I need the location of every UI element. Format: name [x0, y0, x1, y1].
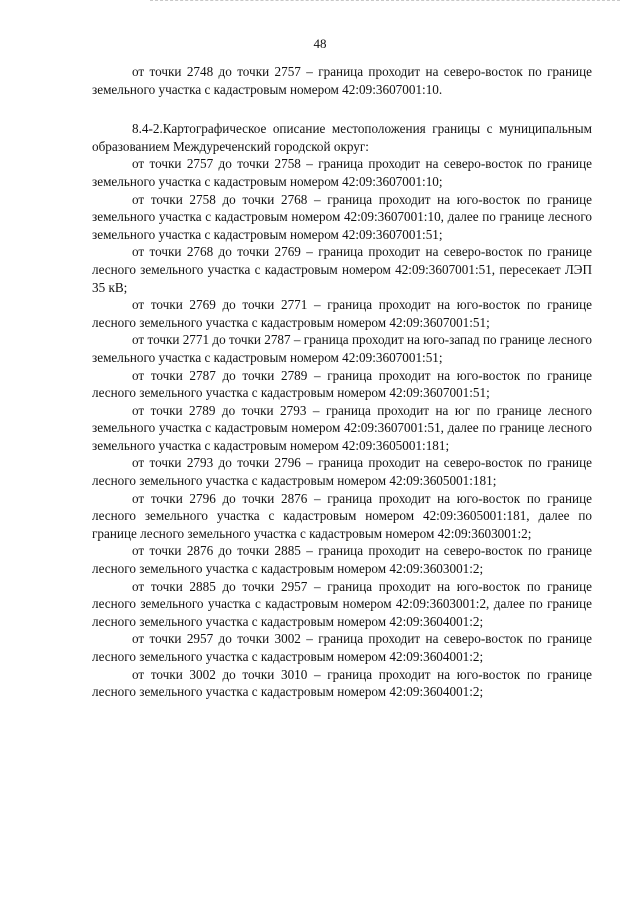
boundary-paragraph: от точки 2789 до точки 2793 – граница проходит на юг по границе лесного земельного участка с кадастровым номером 42:09:3607001:51, далее по границе лесного земельного участка с кадастровым номером 42:09:3605001:181; [92, 402, 592, 453]
document-body [92, 63, 592, 701]
boundary-paragraph: от точки 2787 до точки 2789 – граница проходит на юго-восток по границе лесного земельного участка с кадастровым номером 42:09:3607001:51; [92, 367, 592, 401]
section-heading [92, 120, 592, 155]
boundary-paragraph: от точки 2793 до точки 2796 – граница проходит на северо-восток по границе лесного земельного участка с кадастровым номером 42:09:3605001:181; [92, 455, 592, 489]
page-number: 48 [313, 36, 327, 51]
boundary-description-list [92, 155, 592, 700]
boundary-paragraph: от точки 2771 до точки 2787 – граница проходит на юго-запад по границе лесного земельного участка с кадастровым номером 42:09:3607001:51; [92, 332, 593, 365]
boundary-paragraph: от точки 2758 до точки 2768 – граница проходит на юго-восток по границе земельного участка с кадастровым номером 42:09:3607001:10, далее по границе лесного земельного участка с кадастровым номером 42:09:3607001:51; [92, 191, 592, 242]
boundary-paragraph: от точки 2876 до точки 2885 – граница проходит на северо-восток по границе лесного земельного участка с кадастровым номером 42:09:3603001:2; [92, 543, 592, 577]
section-title: Картографическое описание местоположения границы с муниципальным образованием Междуреченский городской округ: [92, 121, 592, 154]
scan-top-edge [150, 0, 620, 2]
boundary-paragraph: от точки 3002 до точки 3010 – граница проходит на юго-восток по границе лесного земельного участка с кадастровым номером 42:09:3604001:2; [92, 666, 592, 700]
boundary-paragraph: от точки 2957 до точки 3002 – граница проходит на северо-восток по границе лесного земельного участка с кадастровым номером 42:09:3604001:2; [92, 631, 592, 664]
boundary-paragraph: от точки 2769 до точки 2771 – граница проходит на юго-восток по границе лесного земельного участка с кадастровым номером 42:09:3607001:51; [92, 297, 592, 330]
boundary-paragraph: от точки 2768 до точки 2769 – граница проходит на северо-восток по границе лесного земельного участка с кадастровым номером 42:09:3607001:51, пересекает ЛЭП 35 кВ; [92, 244, 592, 295]
intro-paragraph: от точки 2748 до точки 2757 – граница проходит на северо-восток по границе земельного участка с кадастровым номером 42:09:3607001:10. [92, 64, 592, 97]
section-number: 8.4-2. [132, 121, 163, 137]
boundary-paragraph: от точки 2757 до точки 2758 – граница проходит на северо-восток по границе земельного участка с кадастровым номером 42:09:3607001:10; [92, 156, 592, 189]
boundary-paragraph: от точки 2885 до точки 2957 – граница проходит на юго-восток по границе лесного земельного участка с кадастровым номером 42:09:3603001:2, далее по границе лесного земельного участка с кадастровым номером 42:09:3604001:2; [92, 578, 592, 629]
boundary-paragraph: от точки 2796 до точки 2876 – граница проходит на юго-восток по границе лесного земельного участка с кадастровым номером 42:09:3605001:181, далее по границе лесного земельного участка с кадастровым номером 42:09:3603001:2; [92, 490, 592, 541]
